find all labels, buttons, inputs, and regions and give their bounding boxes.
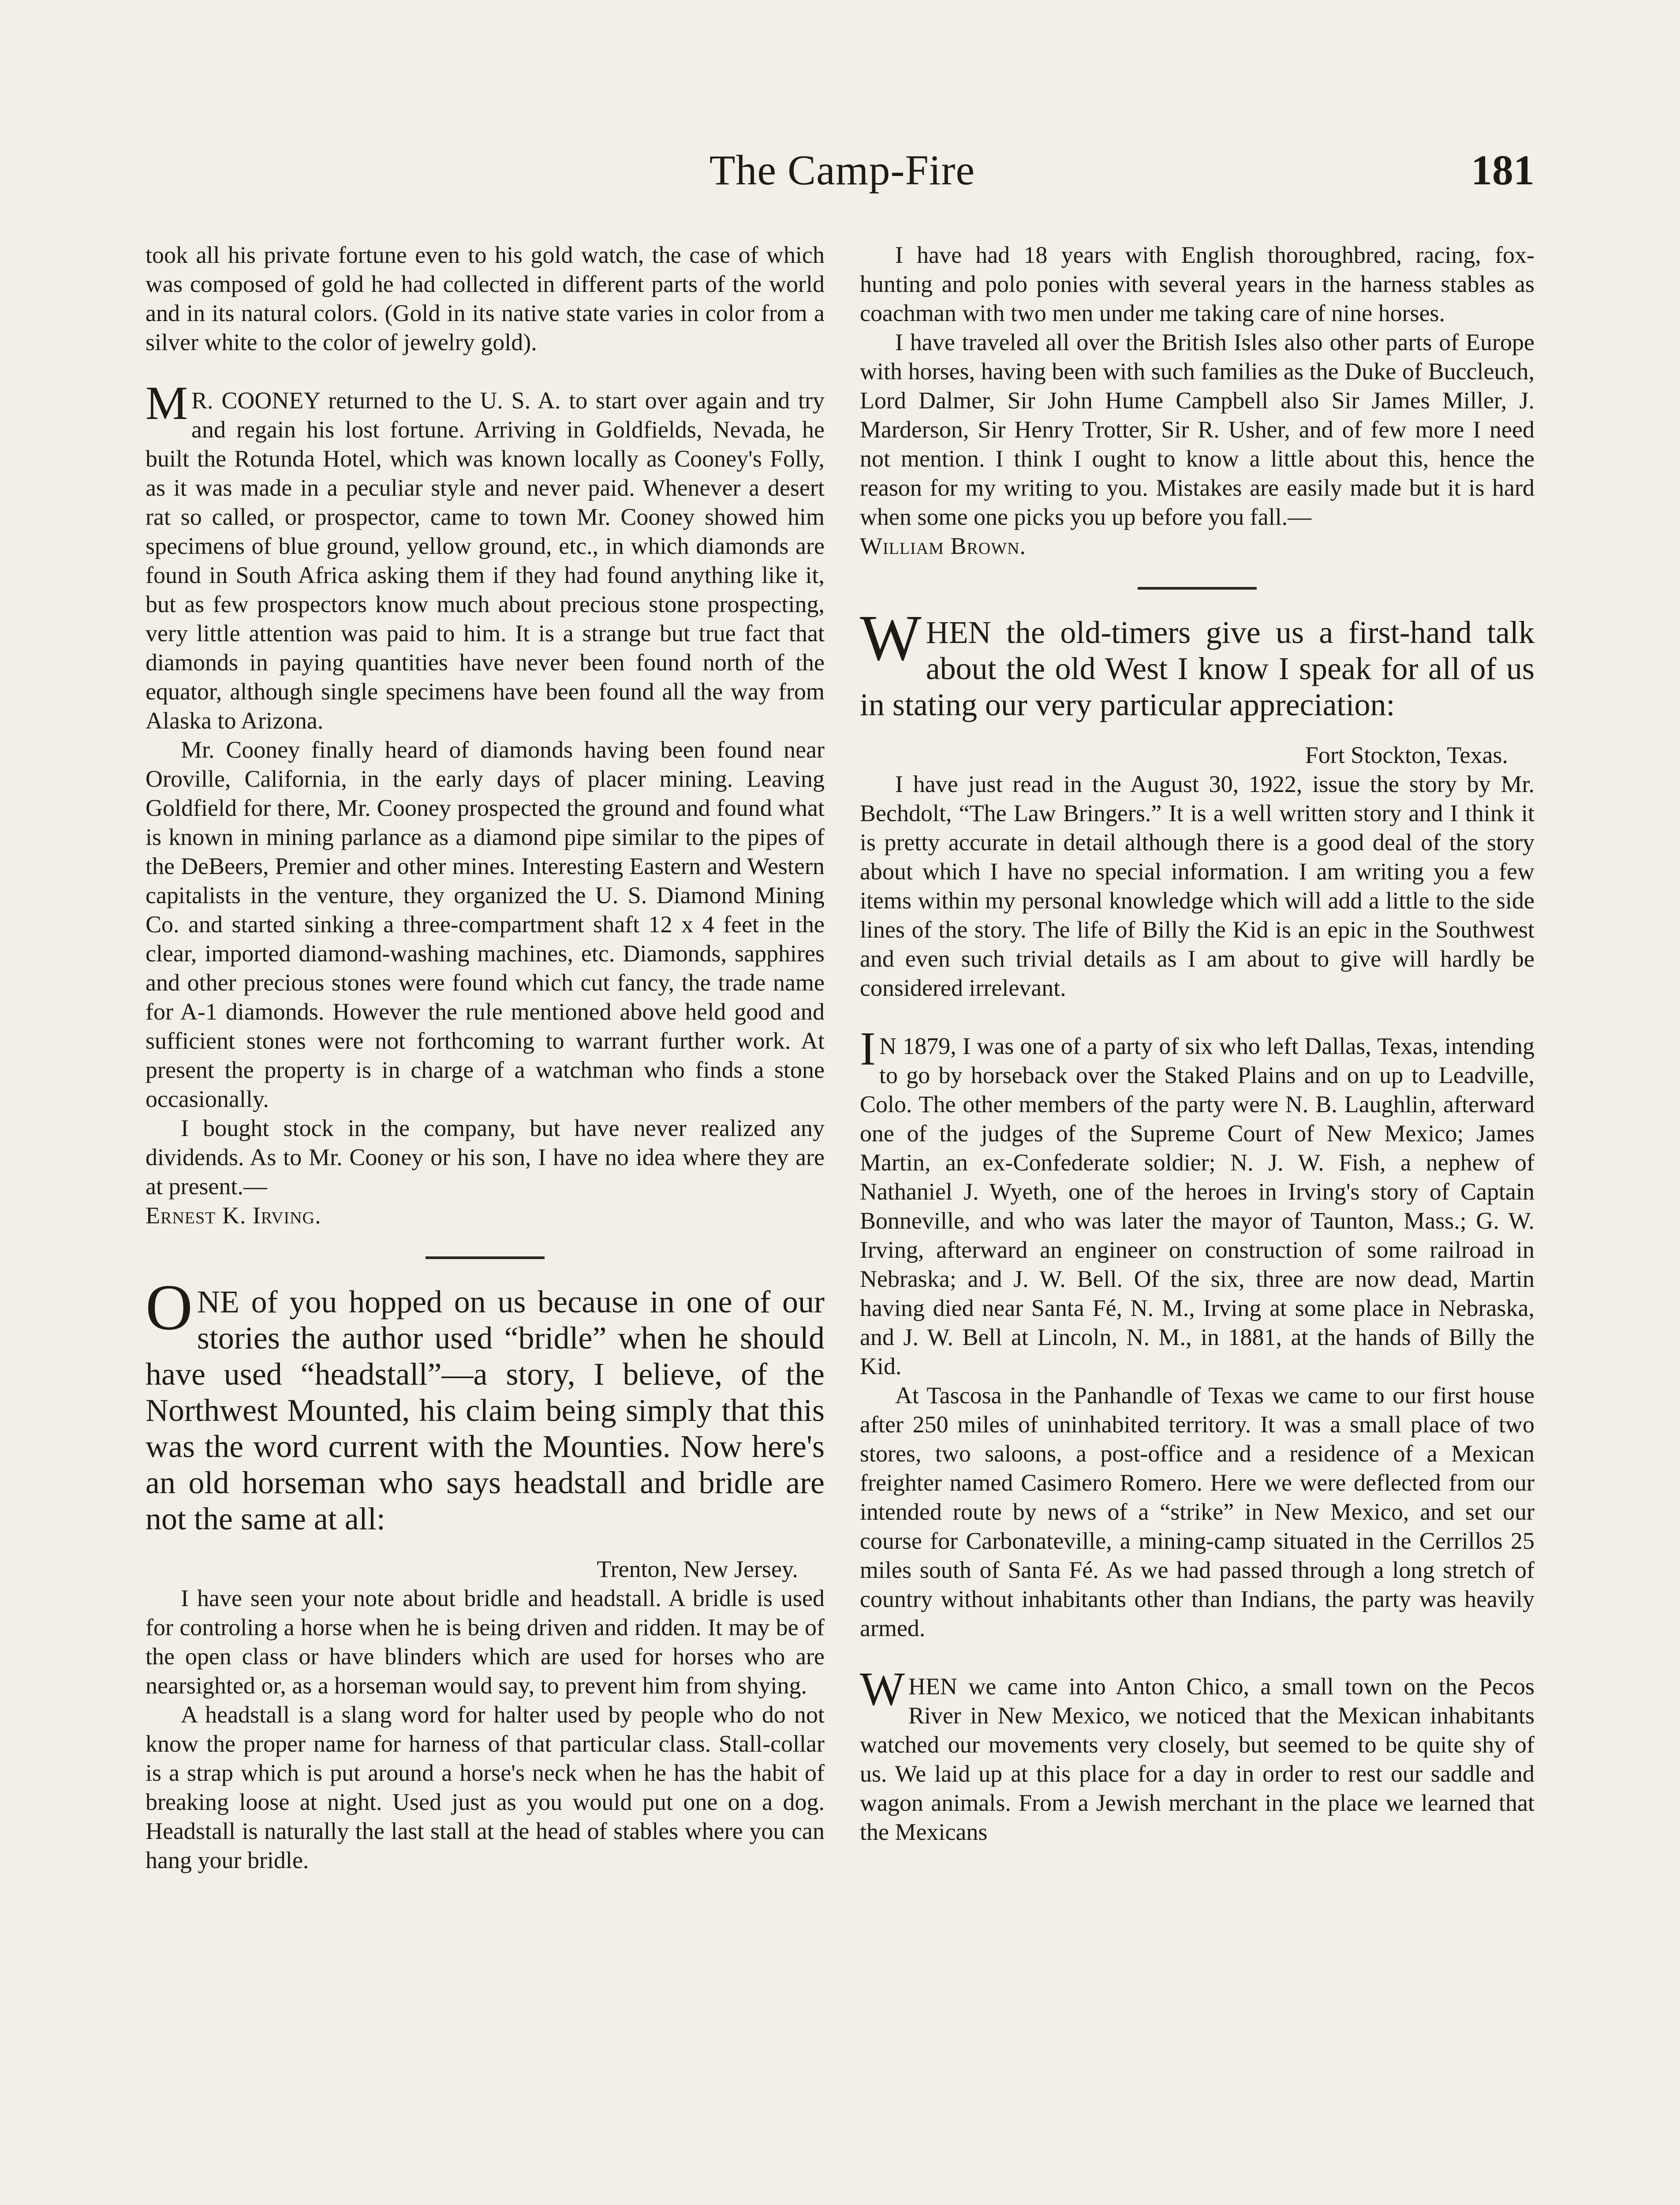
drop-cap: W	[860, 602, 922, 674]
letter-location: Trenton, New Jersey.	[597, 1556, 798, 1582]
paragraph: At Tascosa in the Panhandle of Texas we came to our first house after 250 miles of uninhabited territory. It was a small place of two stores, two saloons, a post-office and a residence of a Mexican freighter named Casimero Romero. Here we were deflected from our intended route by news of a “strike” in New Mexico, and set our course for Carbonateville, a mining-camp situated in the Cerrillos 25 miles south of Santa Fé. As we had passed through a long stretch of country without inhabitants other than Indians, the party was heavily armed.	[860, 1382, 1534, 1641]
intro-text: HEN the old-timers give us a first-hand talk about the old West I know I speak for all of us in stating our very particular appreciation:	[860, 615, 1534, 722]
paragraph: A headstall is a slang word for halter used by people who do not know the proper name for harness of that particular class. Stall-collar is a strap which is put around a horse's neck when he has the habit of breaking loose at night. Used just as you would put one on a dog. Headstall is naturally the last stall at the head of stables where you can hang your bridle.	[146, 1701, 825, 1873]
left-column	[146, 240, 825, 1875]
paragraph: took all his private fortune even to his gold watch, the case of which was composed of gold he had collected in different parts of the world and in its natural colors. (Gold in its native state varies in color from a silver white to the color of jewelry gold).	[146, 242, 825, 355]
drop-cap: O	[146, 1271, 193, 1344]
right-column	[860, 240, 1534, 1846]
paragraph: Mr. Cooney finally heard of diamonds having been found near Oroville, California, in the early days of placer mining. Leaving Goldfield for there, Mr. Cooney prospected the ground and found what is known in mining parlance as a diamond pipe similar to the pipes of the DeBeers, Premier and other mines. Interesting Eastern and Western capitalists in the venture, they organized the U. S. Diamond Mining Co. and started sinking a three-compartment shaft 12 x 4 feet in the clear, imported diamond-washing machines, etc. Diamonds, sapphires and other precious stones were found which cut fancy, the trade name for A-1 diamonds. However the rule mentioned above held good and sufficient stones were not forthcoming to warrant further work. At present the property is in charge of a watchman who finds a stone occasionally.	[146, 736, 825, 1112]
paragraph	[860, 1663, 1534, 1846]
paragraph: I have just read in the August 30, 1922, issue the story by Mr. Bechdolt, “The Law Bringers.” It is a well written story and I think it is pretty accurate in detail although there is a good deal of the story about which I have no special information. I am writing you a few items within my personal knowledge which will add a little to the side lines of the story. The life of Billy the Kid is an epic in the Southwest and even such trivial details as I am about to give will hardly be considered irrelevant.	[860, 771, 1534, 1001]
signature: Ernest K. Irving.	[146, 1202, 321, 1229]
section-divider	[1138, 587, 1257, 590]
paragraph	[146, 377, 825, 735]
paragraph	[860, 1023, 1534, 1381]
paragraph: I have had 18 years with English thoroughbred, racing, fox-hunting and polo ponies with several years in the harness stables as coachman with two men under me taking care of nine horses.	[860, 242, 1534, 326]
signature: William Brown.	[860, 533, 1027, 559]
paragraph	[860, 328, 1534, 561]
page-number: 181	[1471, 146, 1534, 194]
editor-intro	[860, 602, 1534, 723]
paragraph-text: R. COONEY returned to the U. S. A. to start over again and try and regain his lost fortune. Arriving in Goldfields, Nevada, he built the Rotunda Hotel, which was known locally as Cooney's Folly, as it was made in a peculiar style and never paid. Whenever a desert rat so called, or prospector, came to town Mr. Cooney showed him specimens of blue ground, yellow ground, etc., in which diamonds are found in South Africa asking them if they had found anything like it, but as few prospectors know much about precious stone prospecting, very little attention was paid to him. It is a strange but true fact that diamonds in paying quantities have never been found north of the equator, although single specimens have been found all the way from Alaska to Arizona.	[146, 387, 825, 734]
editor-intro	[146, 1271, 825, 1537]
paragraph	[146, 1114, 825, 1230]
letter-location: Fort Stockton, Texas.	[1305, 742, 1508, 768]
paragraph-text: HEN we came into Anton Chico, a small town on the Pecos River in New Mexico, we noticed that the Mexican inhabitants watched our movements very closely, but seemed to be quite shy of us. We laid up at this place for a day in order to rest our saddle and wagon animals. From a Jewish merchant in the place we learned that the Mexicans	[860, 1673, 1534, 1845]
paragraph-text: I have traveled all over the British Isles also other parts of Europe with horses, having been with such families as the Duke of Buccleuch, Lord Dalmer, Sir John Hume Campbell also Sir James Miller, J. Marderson, Sir Henry Trotter, Sir R. Usher, and of few more I need not mention. I think I ought to know a little about this, hence the reason for my writing to you. Mistakes are easily made but it is hard when some one picks you up before you fall.—	[860, 329, 1534, 530]
drop-cap: W	[860, 1663, 905, 1715]
paragraph-text: I bought stock in the company, but have never realized any dividends. As to Mr. Cooney or his son, I have no idea where they are at present.—	[146, 1115, 825, 1200]
section-divider	[426, 1256, 545, 1259]
drop-cap: I	[860, 1023, 876, 1075]
running-header-title: The Camp-Fire	[709, 146, 975, 194]
paragraph-text: N 1879, I was one of a party of six who left Dallas, Texas, intending to go by horseback over the Staked Plains and on up to Leadville, Colo. The other members of the party were N. B. Laughlin, afterward one of the judges of the Supreme Court of New Mexico; James Martin, an ex-Confederate soldier; N. J. W. Fish, a nephew of Nathaniel J. Wyeth, one of the heroes in Irving's story of Captain Bonneville, and who was later the mayor of Taunton, Mass.; G. W. Irving, afterward an engineer on construction of some railroad in Nebraska; and J. W. Bell. Of the six, three are now dead, Martin having died near Santa Fé, N. M., Irving at some place in Nebraska, and J. W. Bell at Lincoln, N. M., in 1881, at the hands of Billy the Kid.	[860, 1033, 1534, 1379]
intro-text: NE of you hopped on us because in one of our stories the author used “bridle” when he should have used “headstall”—a story, I believe, of the Northwest Mounted, his claim being simply that this was the word current with the Mounties. Now here's an old horseman who says headstall and bridle are not the same at all:	[146, 1284, 825, 1536]
paragraph: I have seen your note about bridle and headstall. A bridle is used for controling a horse when he is being driven and ridden. It may be of the open class or have blinders which are used for horses who are nearsighted or, as a horseman would say, to prevent him from shying.	[146, 1585, 825, 1699]
drop-cap: M	[146, 377, 188, 430]
